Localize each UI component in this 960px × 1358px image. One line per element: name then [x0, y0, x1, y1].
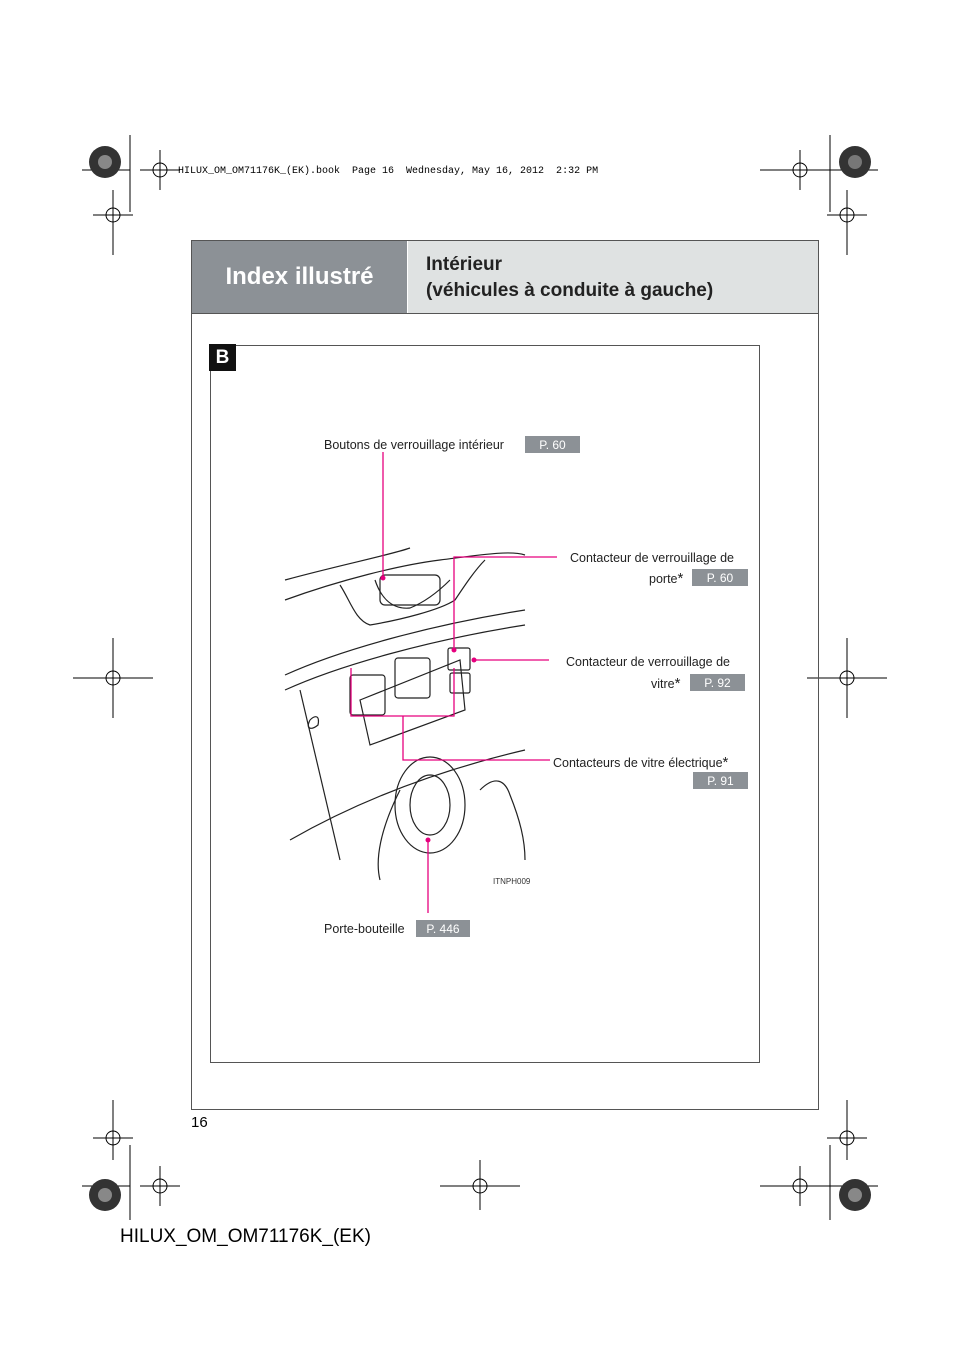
book-file-header: HILUX_OM_OM71176K_(EK).book Page 16 Wednesday, May 16, 2012 2:32 PM: [178, 166, 599, 177]
callout-label-inside-lock-buttons: Boutons de verrouillage intérieur: [324, 438, 504, 452]
section-title: Index illustré: [192, 241, 407, 313]
callout-page-window-lock-switch: P. 92: [690, 674, 745, 691]
callout-label-window-lock-switch: Contacteur de verrouillage de: [566, 655, 730, 669]
callout-label-window-lock-switch-2: [651, 675, 680, 692]
footer-doc-id: HILUX_OM_OM71176K_(EK): [120, 1226, 371, 1247]
callout-text-porte: porte: [649, 572, 678, 586]
page-title-line2: (véhicules à conduite à gauche): [426, 280, 714, 301]
callout-label-bottle-holder: Porte-bouteille: [324, 922, 405, 936]
callout-page-power-window-switches: P. 91: [693, 772, 748, 789]
callout-label-door-lock-switch: Contacteur de verrouillage de: [570, 551, 734, 565]
asterisk-icon: *: [722, 754, 729, 771]
page-title-line1: Intérieur: [426, 254, 503, 275]
callout-text-vitre: vitre: [651, 677, 675, 691]
callout-page-door-lock-switch: P. 60: [692, 569, 748, 586]
callout-page-inside-lock-buttons: P. 60: [525, 436, 580, 453]
callout-label-door-lock-switch-2: [649, 570, 683, 587]
image-code: ITNPH009: [493, 877, 531, 886]
callout-text-power-window: Contacteurs de vitre électrique: [553, 756, 723, 770]
callout-label-power-window-switches: [553, 754, 728, 771]
figure-tag: B: [209, 344, 236, 371]
page-number: 16: [191, 1114, 208, 1131]
asterisk-icon: *: [677, 570, 684, 587]
asterisk-icon: *: [674, 675, 681, 692]
callout-page-bottle-holder: P. 446: [416, 920, 470, 937]
